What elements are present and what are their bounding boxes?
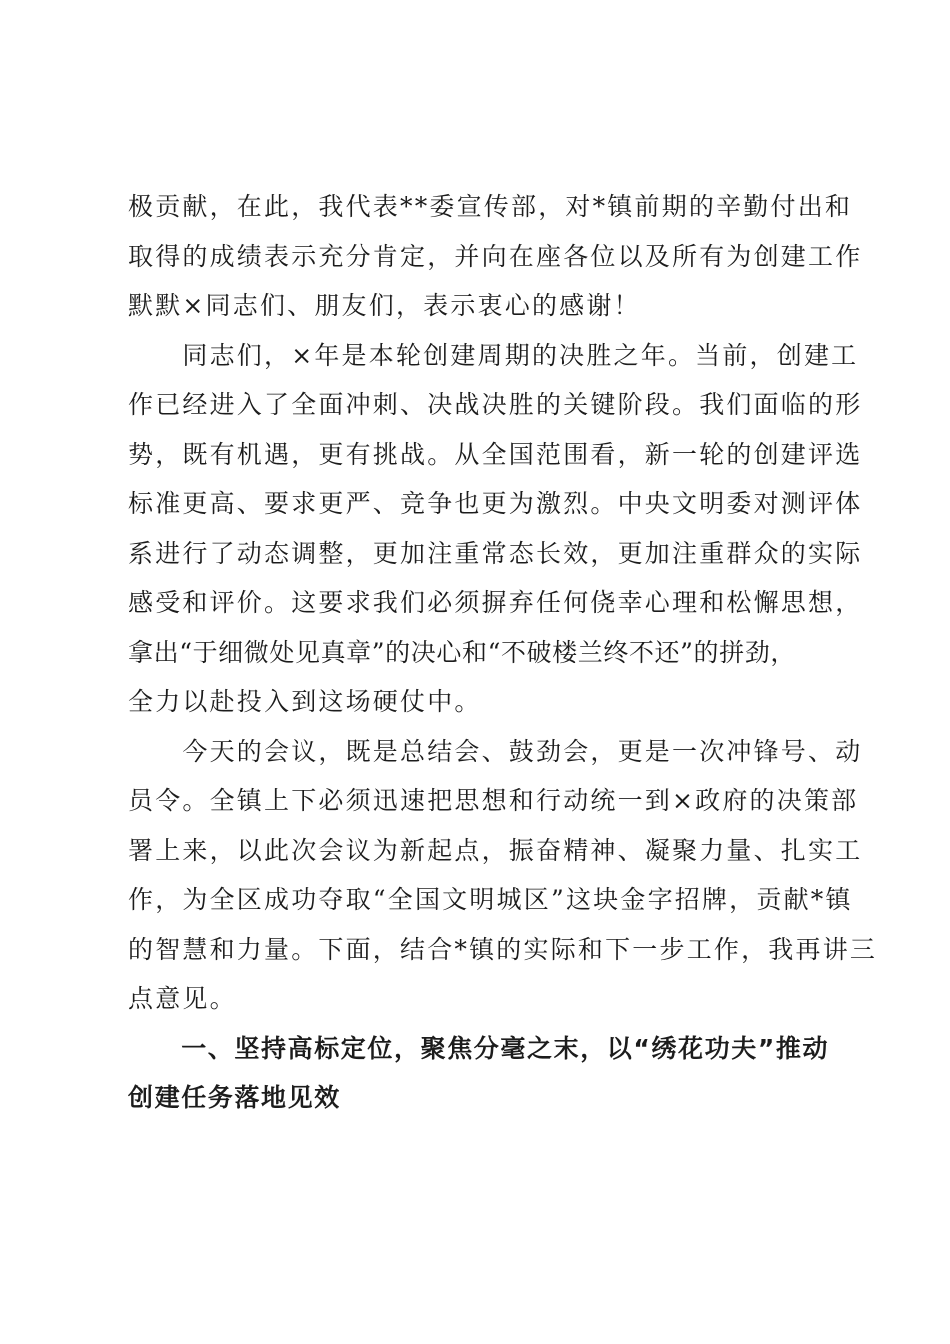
paragraph-meeting — [128, 727, 878, 1024]
text-line: 取得的成绩表示充分肯定，并向在座各位以及所有为创建工作 — [128, 241, 863, 271]
text-line: 同志们，×年是本轮创建周期的决胜之年。当前，创建工 — [128, 340, 859, 370]
text-line: 全力以赴投入到这场硬仗中。 — [128, 687, 482, 716]
text-line: 默默×同志们、朋友们，表示衷心的感谢！ — [128, 291, 641, 320]
text-line: 拿出“于细微处见真章”的决心和“不破楼兰终不还”的拼劲， — [128, 637, 796, 667]
text-line: 今天的会议，既是总结会、鼓劲会，更是一次冲锋号、动 — [128, 736, 863, 766]
text-line: 感受和评价。这要求我们必须摒弃任何侥幸心理和松懈思想， — [128, 588, 863, 617]
section-heading-one — [128, 1024, 844, 1123]
text-line: 署上来，以此次会议为新起点，振奋精神、凝聚力量、扎实工 — [128, 835, 863, 865]
text-line: 极贡献，在此，我代表**委宣传部，对*镇前期的辛勤付出和 — [128, 192, 853, 221]
heading-line: 一、坚持高标定位，聚焦分毫之末，以“绣花功夫”推动 — [128, 1033, 830, 1063]
heading-line: 创建任务落地见效 — [128, 1083, 341, 1112]
paragraph-situation — [128, 331, 863, 727]
text-line: 作已经进入了全面冲刺、决战决胜的关键阶段。我们面临的形 — [128, 390, 863, 419]
text-line: 系进行了动态调整，更加注重常态长效，更加注重群众的实际 — [128, 538, 863, 568]
text-line: 点意见。 — [128, 984, 237, 1013]
text-line: 员令。全镇上下必须迅速把思想和行动统一到×政府的决策部 — [128, 786, 859, 815]
text-line: 的智慧和力量。下面，结合*镇的实际和下一步工作，我再讲三 — [128, 934, 878, 964]
text-line: 作，为全区成功夺取“全国文明城区”这块金字招牌，贡献*镇 — [128, 885, 853, 914]
paragraph-thanks — [128, 182, 863, 331]
document-body — [128, 182, 878, 1123]
text-line: 势，既有机遇，更有挑战。从全国范围看，新一轮的创建评选 — [128, 439, 863, 469]
text-line: 标准更高、要求更严、竞争也更为激烈。中央文明委对测评体 — [128, 489, 863, 518]
